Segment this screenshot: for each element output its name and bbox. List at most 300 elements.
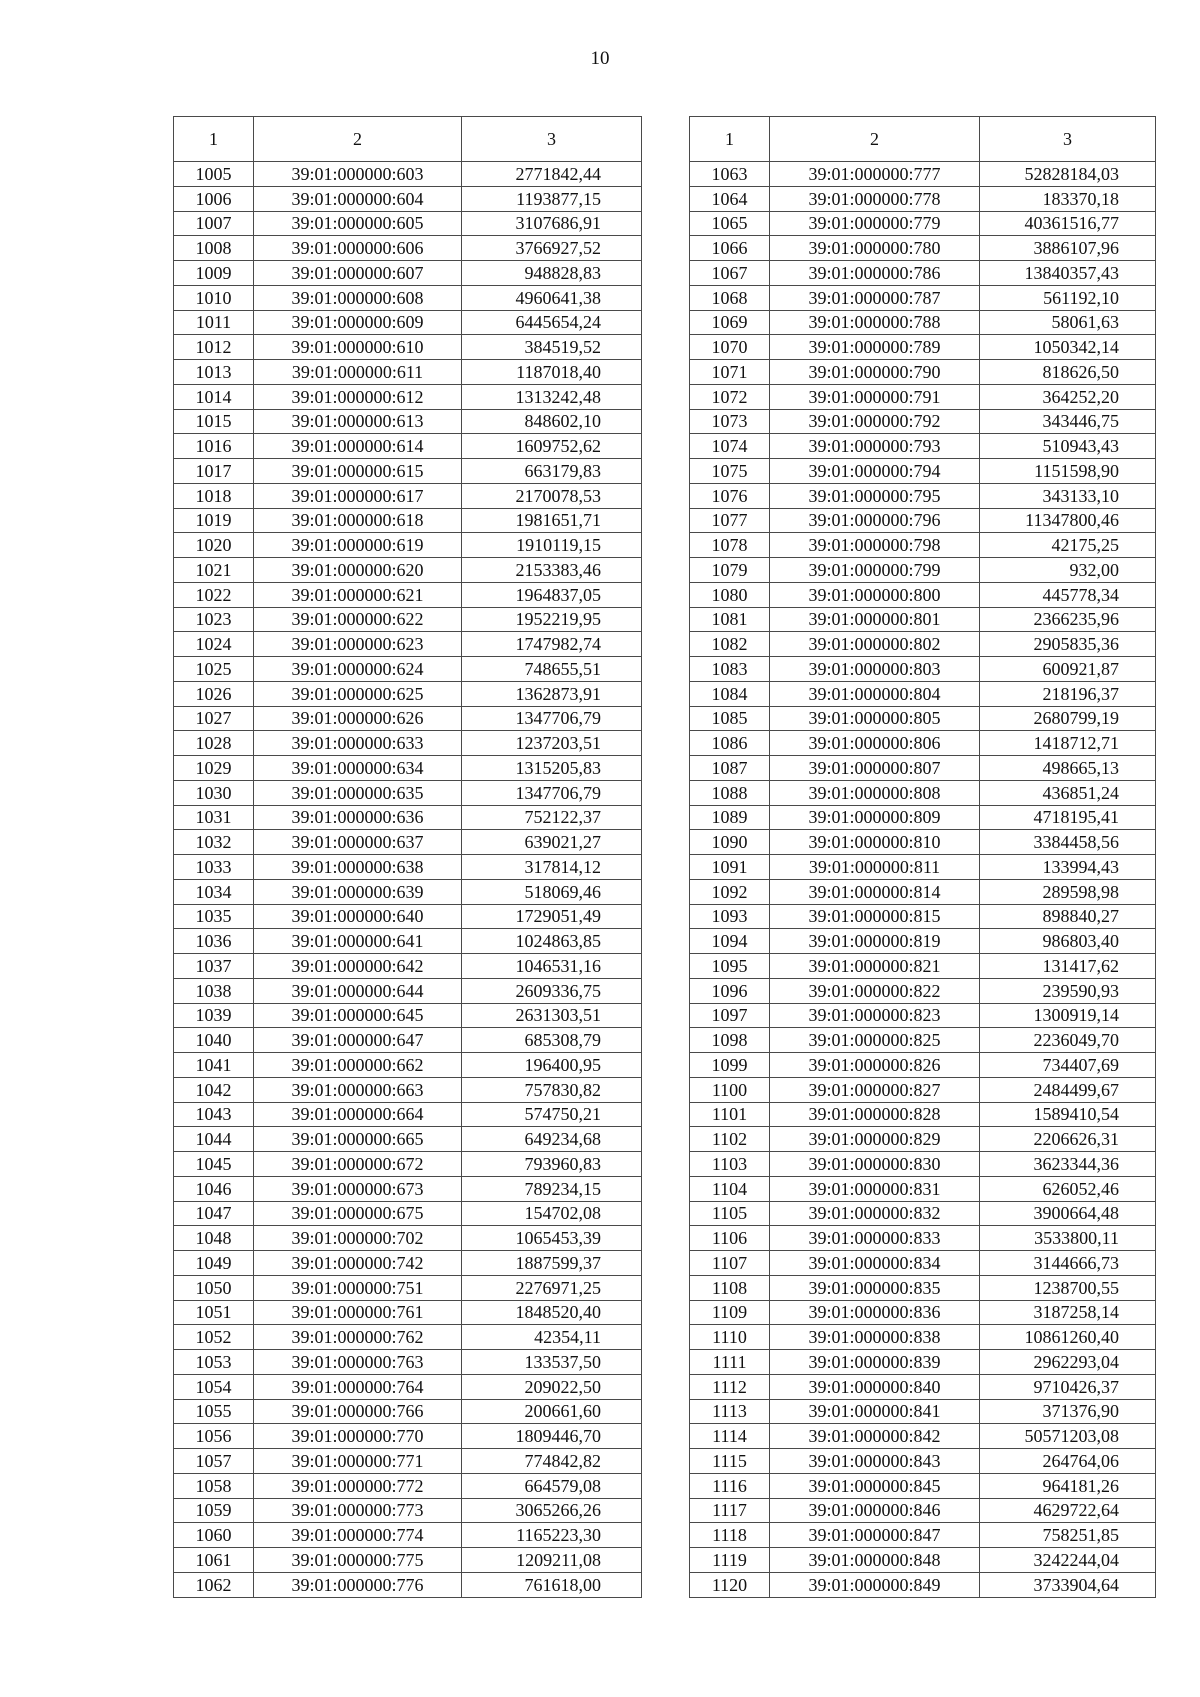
row-number-cell: 1056 bbox=[174, 1424, 254, 1449]
cadastral-table-right bbox=[689, 116, 1156, 1598]
table-row bbox=[690, 1077, 1156, 1102]
value-cell: 1024863,85 bbox=[462, 929, 642, 954]
value-cell: 133994,43 bbox=[980, 855, 1156, 880]
table-row bbox=[174, 186, 642, 211]
value-cell: 600921,87 bbox=[980, 657, 1156, 682]
cadastral-number-cell: 39:01:000000:845 bbox=[770, 1473, 980, 1498]
row-number-cell: 1031 bbox=[174, 805, 254, 830]
cadastral-number-cell: 39:01:000000:843 bbox=[770, 1449, 980, 1474]
value-cell: 11347800,46 bbox=[980, 508, 1156, 533]
row-number-cell: 1030 bbox=[174, 780, 254, 805]
table-row bbox=[690, 1053, 1156, 1078]
table-row bbox=[174, 1053, 642, 1078]
value-cell: 6445654,24 bbox=[462, 310, 642, 335]
value-cell: 1046531,16 bbox=[462, 954, 642, 979]
row-number-cell: 1060 bbox=[174, 1523, 254, 1548]
table-row bbox=[174, 1473, 642, 1498]
cadastral-number-cell: 39:01:000000:773 bbox=[254, 1498, 462, 1523]
cadastral-number-cell: 39:01:000000:772 bbox=[254, 1473, 462, 1498]
row-number-cell: 1115 bbox=[690, 1449, 770, 1474]
value-cell: 1589410,54 bbox=[980, 1102, 1156, 1127]
table-row bbox=[690, 1523, 1156, 1548]
value-cell: 196400,95 bbox=[462, 1053, 642, 1078]
cadastral-number-cell: 39:01:000000:673 bbox=[254, 1176, 462, 1201]
row-number-cell: 1022 bbox=[174, 582, 254, 607]
value-cell: 1209211,08 bbox=[462, 1548, 642, 1573]
row-number-cell: 1026 bbox=[174, 681, 254, 706]
row-number-cell: 1075 bbox=[690, 459, 770, 484]
value-cell: 3533800,11 bbox=[980, 1226, 1156, 1251]
table-row bbox=[690, 360, 1156, 385]
row-number-cell: 1046 bbox=[174, 1176, 254, 1201]
cadastral-number-cell: 39:01:000000:672 bbox=[254, 1152, 462, 1177]
value-cell: 774842,82 bbox=[462, 1449, 642, 1474]
value-cell: 1187018,40 bbox=[462, 360, 642, 385]
value-cell: 133537,50 bbox=[462, 1350, 642, 1375]
table-row bbox=[690, 558, 1156, 583]
value-cell: 3733904,64 bbox=[980, 1572, 1156, 1597]
cadastral-number-cell: 39:01:000000:774 bbox=[254, 1523, 462, 1548]
value-cell: 748655,51 bbox=[462, 657, 642, 682]
row-number-cell: 1017 bbox=[174, 459, 254, 484]
row-number-cell: 1082 bbox=[690, 632, 770, 657]
table-row bbox=[690, 1102, 1156, 1127]
value-cell: 436851,24 bbox=[980, 780, 1156, 805]
row-number-cell: 1097 bbox=[690, 1003, 770, 1028]
cadastral-number-cell: 39:01:000000:641 bbox=[254, 929, 462, 954]
cadastral-number-cell: 39:01:000000:814 bbox=[770, 879, 980, 904]
row-number-cell: 1015 bbox=[174, 409, 254, 434]
row-number-cell: 1074 bbox=[690, 434, 770, 459]
table-row bbox=[690, 384, 1156, 409]
row-number-cell: 1064 bbox=[690, 186, 770, 211]
value-cell: 1165223,30 bbox=[462, 1523, 642, 1548]
value-cell: 3187258,14 bbox=[980, 1300, 1156, 1325]
value-cell: 154702,08 bbox=[462, 1201, 642, 1226]
row-number-cell: 1010 bbox=[174, 285, 254, 310]
row-number-cell: 1118 bbox=[690, 1523, 770, 1548]
cadastral-table-left bbox=[173, 116, 642, 1598]
table-row bbox=[174, 1028, 642, 1053]
table-row bbox=[690, 904, 1156, 929]
row-number-cell: 1062 bbox=[174, 1572, 254, 1597]
value-cell: 4718195,41 bbox=[980, 805, 1156, 830]
value-cell: 948828,83 bbox=[462, 261, 642, 286]
table-row bbox=[690, 236, 1156, 261]
cadastral-number-cell: 39:01:000000:794 bbox=[770, 459, 980, 484]
cadastral-number-cell: 39:01:000000:623 bbox=[254, 632, 462, 657]
row-number-cell: 1041 bbox=[174, 1053, 254, 1078]
value-cell: 2631303,51 bbox=[462, 1003, 642, 1028]
cadastral-number-cell: 39:01:000000:766 bbox=[254, 1399, 462, 1424]
value-cell: 2680799,19 bbox=[980, 706, 1156, 731]
table-row bbox=[690, 508, 1156, 533]
cadastral-number-cell: 39:01:000000:798 bbox=[770, 533, 980, 558]
table-row bbox=[174, 1275, 642, 1300]
value-cell: 2206626,31 bbox=[980, 1127, 1156, 1152]
row-number-cell: 1018 bbox=[174, 483, 254, 508]
cadastral-number-cell: 39:01:000000:815 bbox=[770, 904, 980, 929]
table-row bbox=[174, 1325, 642, 1350]
table-row bbox=[690, 756, 1156, 781]
row-number-cell: 1090 bbox=[690, 830, 770, 855]
cadastral-number-cell: 39:01:000000:846 bbox=[770, 1498, 980, 1523]
row-number-cell: 1117 bbox=[690, 1498, 770, 1523]
row-number-cell: 1089 bbox=[690, 805, 770, 830]
value-cell: 793960,83 bbox=[462, 1152, 642, 1177]
value-cell: 42354,11 bbox=[462, 1325, 642, 1350]
table-row bbox=[690, 805, 1156, 830]
row-number-cell: 1071 bbox=[690, 360, 770, 385]
cadastral-number-cell: 39:01:000000:764 bbox=[254, 1374, 462, 1399]
row-number-cell: 1036 bbox=[174, 929, 254, 954]
cadastral-number-cell: 39:01:000000:821 bbox=[770, 954, 980, 979]
table-row bbox=[174, 162, 642, 187]
cadastral-number-cell: 39:01:000000:834 bbox=[770, 1251, 980, 1276]
row-number-cell: 1054 bbox=[174, 1374, 254, 1399]
value-cell: 518069,46 bbox=[462, 879, 642, 904]
cadastral-number-cell: 39:01:000000:642 bbox=[254, 954, 462, 979]
value-cell: 685308,79 bbox=[462, 1028, 642, 1053]
table-row bbox=[174, 582, 642, 607]
cadastral-number-cell: 39:01:000000:770 bbox=[254, 1424, 462, 1449]
row-number-cell: 1096 bbox=[690, 978, 770, 1003]
cadastral-number-cell: 39:01:000000:675 bbox=[254, 1201, 462, 1226]
row-number-cell: 1063 bbox=[690, 162, 770, 187]
row-number-cell: 1086 bbox=[690, 731, 770, 756]
value-cell: 498665,13 bbox=[980, 756, 1156, 781]
cadastral-number-cell: 39:01:000000:604 bbox=[254, 186, 462, 211]
table-row bbox=[174, 1498, 642, 1523]
value-cell: 1347706,79 bbox=[462, 780, 642, 805]
row-number-cell: 1016 bbox=[174, 434, 254, 459]
table-row bbox=[174, 1449, 642, 1474]
value-cell: 2905835,36 bbox=[980, 632, 1156, 657]
cadastral-number-cell: 39:01:000000:847 bbox=[770, 1523, 980, 1548]
cadastral-number-cell: 39:01:000000:793 bbox=[770, 434, 980, 459]
cadastral-number-cell: 39:01:000000:836 bbox=[770, 1300, 980, 1325]
row-number-cell: 1076 bbox=[690, 483, 770, 508]
table-row bbox=[690, 929, 1156, 954]
table-row bbox=[174, 483, 642, 508]
table-row bbox=[174, 805, 642, 830]
value-cell: 3886107,96 bbox=[980, 236, 1156, 261]
cadastral-number-cell: 39:01:000000:796 bbox=[770, 508, 980, 533]
value-cell: 1050342,14 bbox=[980, 335, 1156, 360]
cadastral-number-cell: 39:01:000000:839 bbox=[770, 1350, 980, 1375]
table-row bbox=[174, 261, 642, 286]
cadastral-number-cell: 39:01:000000:620 bbox=[254, 558, 462, 583]
table-row bbox=[690, 261, 1156, 286]
value-cell: 3107686,91 bbox=[462, 211, 642, 236]
row-number-cell: 1039 bbox=[174, 1003, 254, 1028]
table-row bbox=[174, 236, 642, 261]
row-number-cell: 1092 bbox=[690, 879, 770, 904]
row-number-cell: 1049 bbox=[174, 1251, 254, 1276]
table-row bbox=[174, 1127, 642, 1152]
cadastral-number-cell: 39:01:000000:840 bbox=[770, 1374, 980, 1399]
row-number-cell: 1008 bbox=[174, 236, 254, 261]
table-row bbox=[174, 508, 642, 533]
row-number-cell: 1105 bbox=[690, 1201, 770, 1226]
value-cell: 9710426,37 bbox=[980, 1374, 1156, 1399]
cadastral-number-cell: 39:01:000000:776 bbox=[254, 1572, 462, 1597]
table-row bbox=[690, 1498, 1156, 1523]
value-cell: 3144666,73 bbox=[980, 1251, 1156, 1276]
value-cell: 1887599,37 bbox=[462, 1251, 642, 1276]
value-cell: 3242244,04 bbox=[980, 1548, 1156, 1573]
row-number-cell: 1069 bbox=[690, 310, 770, 335]
row-number-cell: 1120 bbox=[690, 1572, 770, 1597]
value-cell: 3384458,56 bbox=[980, 830, 1156, 855]
value-cell: 2170078,53 bbox=[462, 483, 642, 508]
value-cell: 734407,69 bbox=[980, 1053, 1156, 1078]
value-cell: 218196,37 bbox=[980, 681, 1156, 706]
row-number-cell: 1093 bbox=[690, 904, 770, 929]
value-cell: 1952219,95 bbox=[462, 607, 642, 632]
cadastral-number-cell: 39:01:000000:622 bbox=[254, 607, 462, 632]
value-cell: 2771842,44 bbox=[462, 162, 642, 187]
value-cell: 317814,12 bbox=[462, 855, 642, 880]
table-row bbox=[174, 1374, 642, 1399]
row-number-cell: 1067 bbox=[690, 261, 770, 286]
cadastral-number-cell: 39:01:000000:809 bbox=[770, 805, 980, 830]
cadastral-number-cell: 39:01:000000:633 bbox=[254, 731, 462, 756]
table-row bbox=[174, 681, 642, 706]
row-number-cell: 1079 bbox=[690, 558, 770, 583]
table-row bbox=[174, 1077, 642, 1102]
table-row bbox=[174, 434, 642, 459]
row-number-cell: 1025 bbox=[174, 657, 254, 682]
value-cell: 1238700,55 bbox=[980, 1275, 1156, 1300]
table-row bbox=[174, 1176, 642, 1201]
value-cell: 10861260,40 bbox=[980, 1325, 1156, 1350]
table-row bbox=[690, 162, 1156, 187]
cadastral-number-cell: 39:01:000000:849 bbox=[770, 1572, 980, 1597]
value-cell: 1964837,05 bbox=[462, 582, 642, 607]
value-cell: 2962293,04 bbox=[980, 1350, 1156, 1375]
value-cell: 289598,98 bbox=[980, 879, 1156, 904]
row-number-cell: 1033 bbox=[174, 855, 254, 880]
table-row bbox=[690, 607, 1156, 632]
cadastral-number-cell: 39:01:000000:788 bbox=[770, 310, 980, 335]
row-number-cell: 1114 bbox=[690, 1424, 770, 1449]
table-row bbox=[690, 780, 1156, 805]
value-cell: 50571203,08 bbox=[980, 1424, 1156, 1449]
value-cell: 209022,50 bbox=[462, 1374, 642, 1399]
row-number-cell: 1100 bbox=[690, 1077, 770, 1102]
value-cell: 932,00 bbox=[980, 558, 1156, 583]
row-number-cell: 1081 bbox=[690, 607, 770, 632]
cadastral-number-cell: 39:01:000000:606 bbox=[254, 236, 462, 261]
row-number-cell: 1066 bbox=[690, 236, 770, 261]
value-cell: 200661,60 bbox=[462, 1399, 642, 1424]
row-number-cell: 1072 bbox=[690, 384, 770, 409]
cadastral-number-cell: 39:01:000000:800 bbox=[770, 582, 980, 607]
cadastral-number-cell: 39:01:000000:626 bbox=[254, 706, 462, 731]
cadastral-number-cell: 39:01:000000:805 bbox=[770, 706, 980, 731]
cadastral-number-cell: 39:01:000000:806 bbox=[770, 731, 980, 756]
cadastral-number-cell: 39:01:000000:621 bbox=[254, 582, 462, 607]
cadastral-number-cell: 39:01:000000:751 bbox=[254, 1275, 462, 1300]
table-row bbox=[690, 1028, 1156, 1053]
row-number-cell: 1048 bbox=[174, 1226, 254, 1251]
table-row bbox=[174, 459, 642, 484]
table-row bbox=[690, 1226, 1156, 1251]
page-number: 10 bbox=[590, 48, 610, 69]
cadastral-number-cell: 39:01:000000:607 bbox=[254, 261, 462, 286]
row-number-cell: 1024 bbox=[174, 632, 254, 657]
table-row bbox=[690, 1374, 1156, 1399]
cadastral-number-cell: 39:01:000000:662 bbox=[254, 1053, 462, 1078]
table-row bbox=[690, 285, 1156, 310]
cadastral-number-cell: 39:01:000000:841 bbox=[770, 1399, 980, 1424]
cadastral-number-cell: 39:01:000000:823 bbox=[770, 1003, 980, 1028]
value-cell: 510943,43 bbox=[980, 434, 1156, 459]
row-number-cell: 1059 bbox=[174, 1498, 254, 1523]
value-cell: 239590,93 bbox=[980, 978, 1156, 1003]
cadastral-number-cell: 39:01:000000:742 bbox=[254, 1251, 462, 1276]
row-number-cell: 1012 bbox=[174, 335, 254, 360]
row-number-cell: 1077 bbox=[690, 508, 770, 533]
cadastral-number-cell: 39:01:000000:639 bbox=[254, 879, 462, 904]
row-number-cell: 1104 bbox=[690, 1176, 770, 1201]
cadastral-number-cell: 39:01:000000:615 bbox=[254, 459, 462, 484]
table-row bbox=[174, 657, 642, 682]
table-row bbox=[174, 285, 642, 310]
value-cell: 343446,75 bbox=[980, 409, 1156, 434]
table-row bbox=[174, 211, 642, 236]
table-row bbox=[174, 1350, 642, 1375]
value-cell: 2366235,96 bbox=[980, 607, 1156, 632]
table-row bbox=[174, 558, 642, 583]
row-number-cell: 1029 bbox=[174, 756, 254, 781]
table-row bbox=[690, 533, 1156, 558]
row-number-cell: 1084 bbox=[690, 681, 770, 706]
cadastral-number-cell: 39:01:000000:663 bbox=[254, 1077, 462, 1102]
value-cell: 649234,68 bbox=[462, 1127, 642, 1152]
table-row bbox=[690, 409, 1156, 434]
table-row bbox=[690, 1251, 1156, 1276]
table-row bbox=[690, 632, 1156, 657]
value-cell: 848602,10 bbox=[462, 409, 642, 434]
value-cell: 371376,90 bbox=[980, 1399, 1156, 1424]
cadastral-number-cell: 39:01:000000:665 bbox=[254, 1127, 462, 1152]
cadastral-number-cell: 39:01:000000:822 bbox=[770, 978, 980, 1003]
row-number-cell: 1098 bbox=[690, 1028, 770, 1053]
cadastral-number-cell: 39:01:000000:635 bbox=[254, 780, 462, 805]
value-cell: 1315205,83 bbox=[462, 756, 642, 781]
cadastral-number-cell: 39:01:000000:644 bbox=[254, 978, 462, 1003]
row-number-cell: 1112 bbox=[690, 1374, 770, 1399]
table-row bbox=[174, 310, 642, 335]
cadastral-number-cell: 39:01:000000:795 bbox=[770, 483, 980, 508]
row-number-cell: 1028 bbox=[174, 731, 254, 756]
cadastral-number-cell: 39:01:000000:763 bbox=[254, 1350, 462, 1375]
value-cell: 757830,82 bbox=[462, 1077, 642, 1102]
row-number-cell: 1113 bbox=[690, 1399, 770, 1424]
value-cell: 183370,18 bbox=[980, 186, 1156, 211]
cadastral-number-cell: 39:01:000000:790 bbox=[770, 360, 980, 385]
cadastral-number-cell: 39:01:000000:608 bbox=[254, 285, 462, 310]
value-cell: 3623344,36 bbox=[980, 1152, 1156, 1177]
table-row bbox=[690, 211, 1156, 236]
column-header: 1 bbox=[690, 117, 770, 162]
value-cell: 818626,50 bbox=[980, 360, 1156, 385]
value-cell: 1193877,15 bbox=[462, 186, 642, 211]
cadastral-number-cell: 39:01:000000:634 bbox=[254, 756, 462, 781]
cadastral-number-cell: 39:01:000000:762 bbox=[254, 1325, 462, 1350]
cadastral-number-cell: 39:01:000000:780 bbox=[770, 236, 980, 261]
cadastral-number-cell: 39:01:000000:636 bbox=[254, 805, 462, 830]
value-cell: 1747982,74 bbox=[462, 632, 642, 657]
row-number-cell: 1088 bbox=[690, 780, 770, 805]
value-cell: 761618,00 bbox=[462, 1572, 642, 1597]
row-number-cell: 1053 bbox=[174, 1350, 254, 1375]
table-row bbox=[174, 1300, 642, 1325]
cadastral-number-cell: 39:01:000000:640 bbox=[254, 904, 462, 929]
value-cell: 1347706,79 bbox=[462, 706, 642, 731]
cadastral-number-cell: 39:01:000000:802 bbox=[770, 632, 980, 657]
table-row bbox=[174, 929, 642, 954]
column-header: 1 bbox=[174, 117, 254, 162]
value-cell: 42175,25 bbox=[980, 533, 1156, 558]
cadastral-number-cell: 39:01:000000:827 bbox=[770, 1077, 980, 1102]
row-number-cell: 1027 bbox=[174, 706, 254, 731]
cadastral-number-cell: 39:01:000000:808 bbox=[770, 780, 980, 805]
cadastral-number-cell: 39:01:000000:603 bbox=[254, 162, 462, 187]
value-cell: 3900664,48 bbox=[980, 1201, 1156, 1226]
row-number-cell: 1085 bbox=[690, 706, 770, 731]
cadastral-number-cell: 39:01:000000:811 bbox=[770, 855, 980, 880]
table-row bbox=[174, 632, 642, 657]
cadastral-number-cell: 39:01:000000:831 bbox=[770, 1176, 980, 1201]
cadastral-number-cell: 39:01:000000:799 bbox=[770, 558, 980, 583]
cadastral-number-cell: 39:01:000000:835 bbox=[770, 1275, 980, 1300]
cadastral-number-cell: 39:01:000000:828 bbox=[770, 1102, 980, 1127]
table-row bbox=[174, 360, 642, 385]
value-cell: 4960641,38 bbox=[462, 285, 642, 310]
value-cell: 752122,37 bbox=[462, 805, 642, 830]
value-cell: 58061,63 bbox=[980, 310, 1156, 335]
cadastral-number-cell: 39:01:000000:771 bbox=[254, 1449, 462, 1474]
value-cell: 664579,08 bbox=[462, 1473, 642, 1498]
row-number-cell: 1009 bbox=[174, 261, 254, 286]
row-number-cell: 1116 bbox=[690, 1473, 770, 1498]
value-cell: 986803,40 bbox=[980, 929, 1156, 954]
cadastral-number-cell: 39:01:000000:613 bbox=[254, 409, 462, 434]
row-number-cell: 1005 bbox=[174, 162, 254, 187]
table-row bbox=[690, 706, 1156, 731]
table-row bbox=[174, 1201, 642, 1226]
cadastral-number-cell: 39:01:000000:779 bbox=[770, 211, 980, 236]
cadastral-number-cell: 39:01:000000:819 bbox=[770, 929, 980, 954]
column-header: 2 bbox=[254, 117, 462, 162]
table-row bbox=[690, 1548, 1156, 1573]
row-number-cell: 1099 bbox=[690, 1053, 770, 1078]
value-cell: 1981651,71 bbox=[462, 508, 642, 533]
table-row bbox=[690, 459, 1156, 484]
row-number-cell: 1065 bbox=[690, 211, 770, 236]
table-row bbox=[174, 904, 642, 929]
table-row bbox=[690, 731, 1156, 756]
table-row bbox=[174, 731, 642, 756]
row-number-cell: 1044 bbox=[174, 1127, 254, 1152]
table-row bbox=[174, 1548, 642, 1573]
value-cell: 1848520,40 bbox=[462, 1300, 642, 1325]
row-number-cell: 1078 bbox=[690, 533, 770, 558]
cadastral-number-cell: 39:01:000000:791 bbox=[770, 384, 980, 409]
